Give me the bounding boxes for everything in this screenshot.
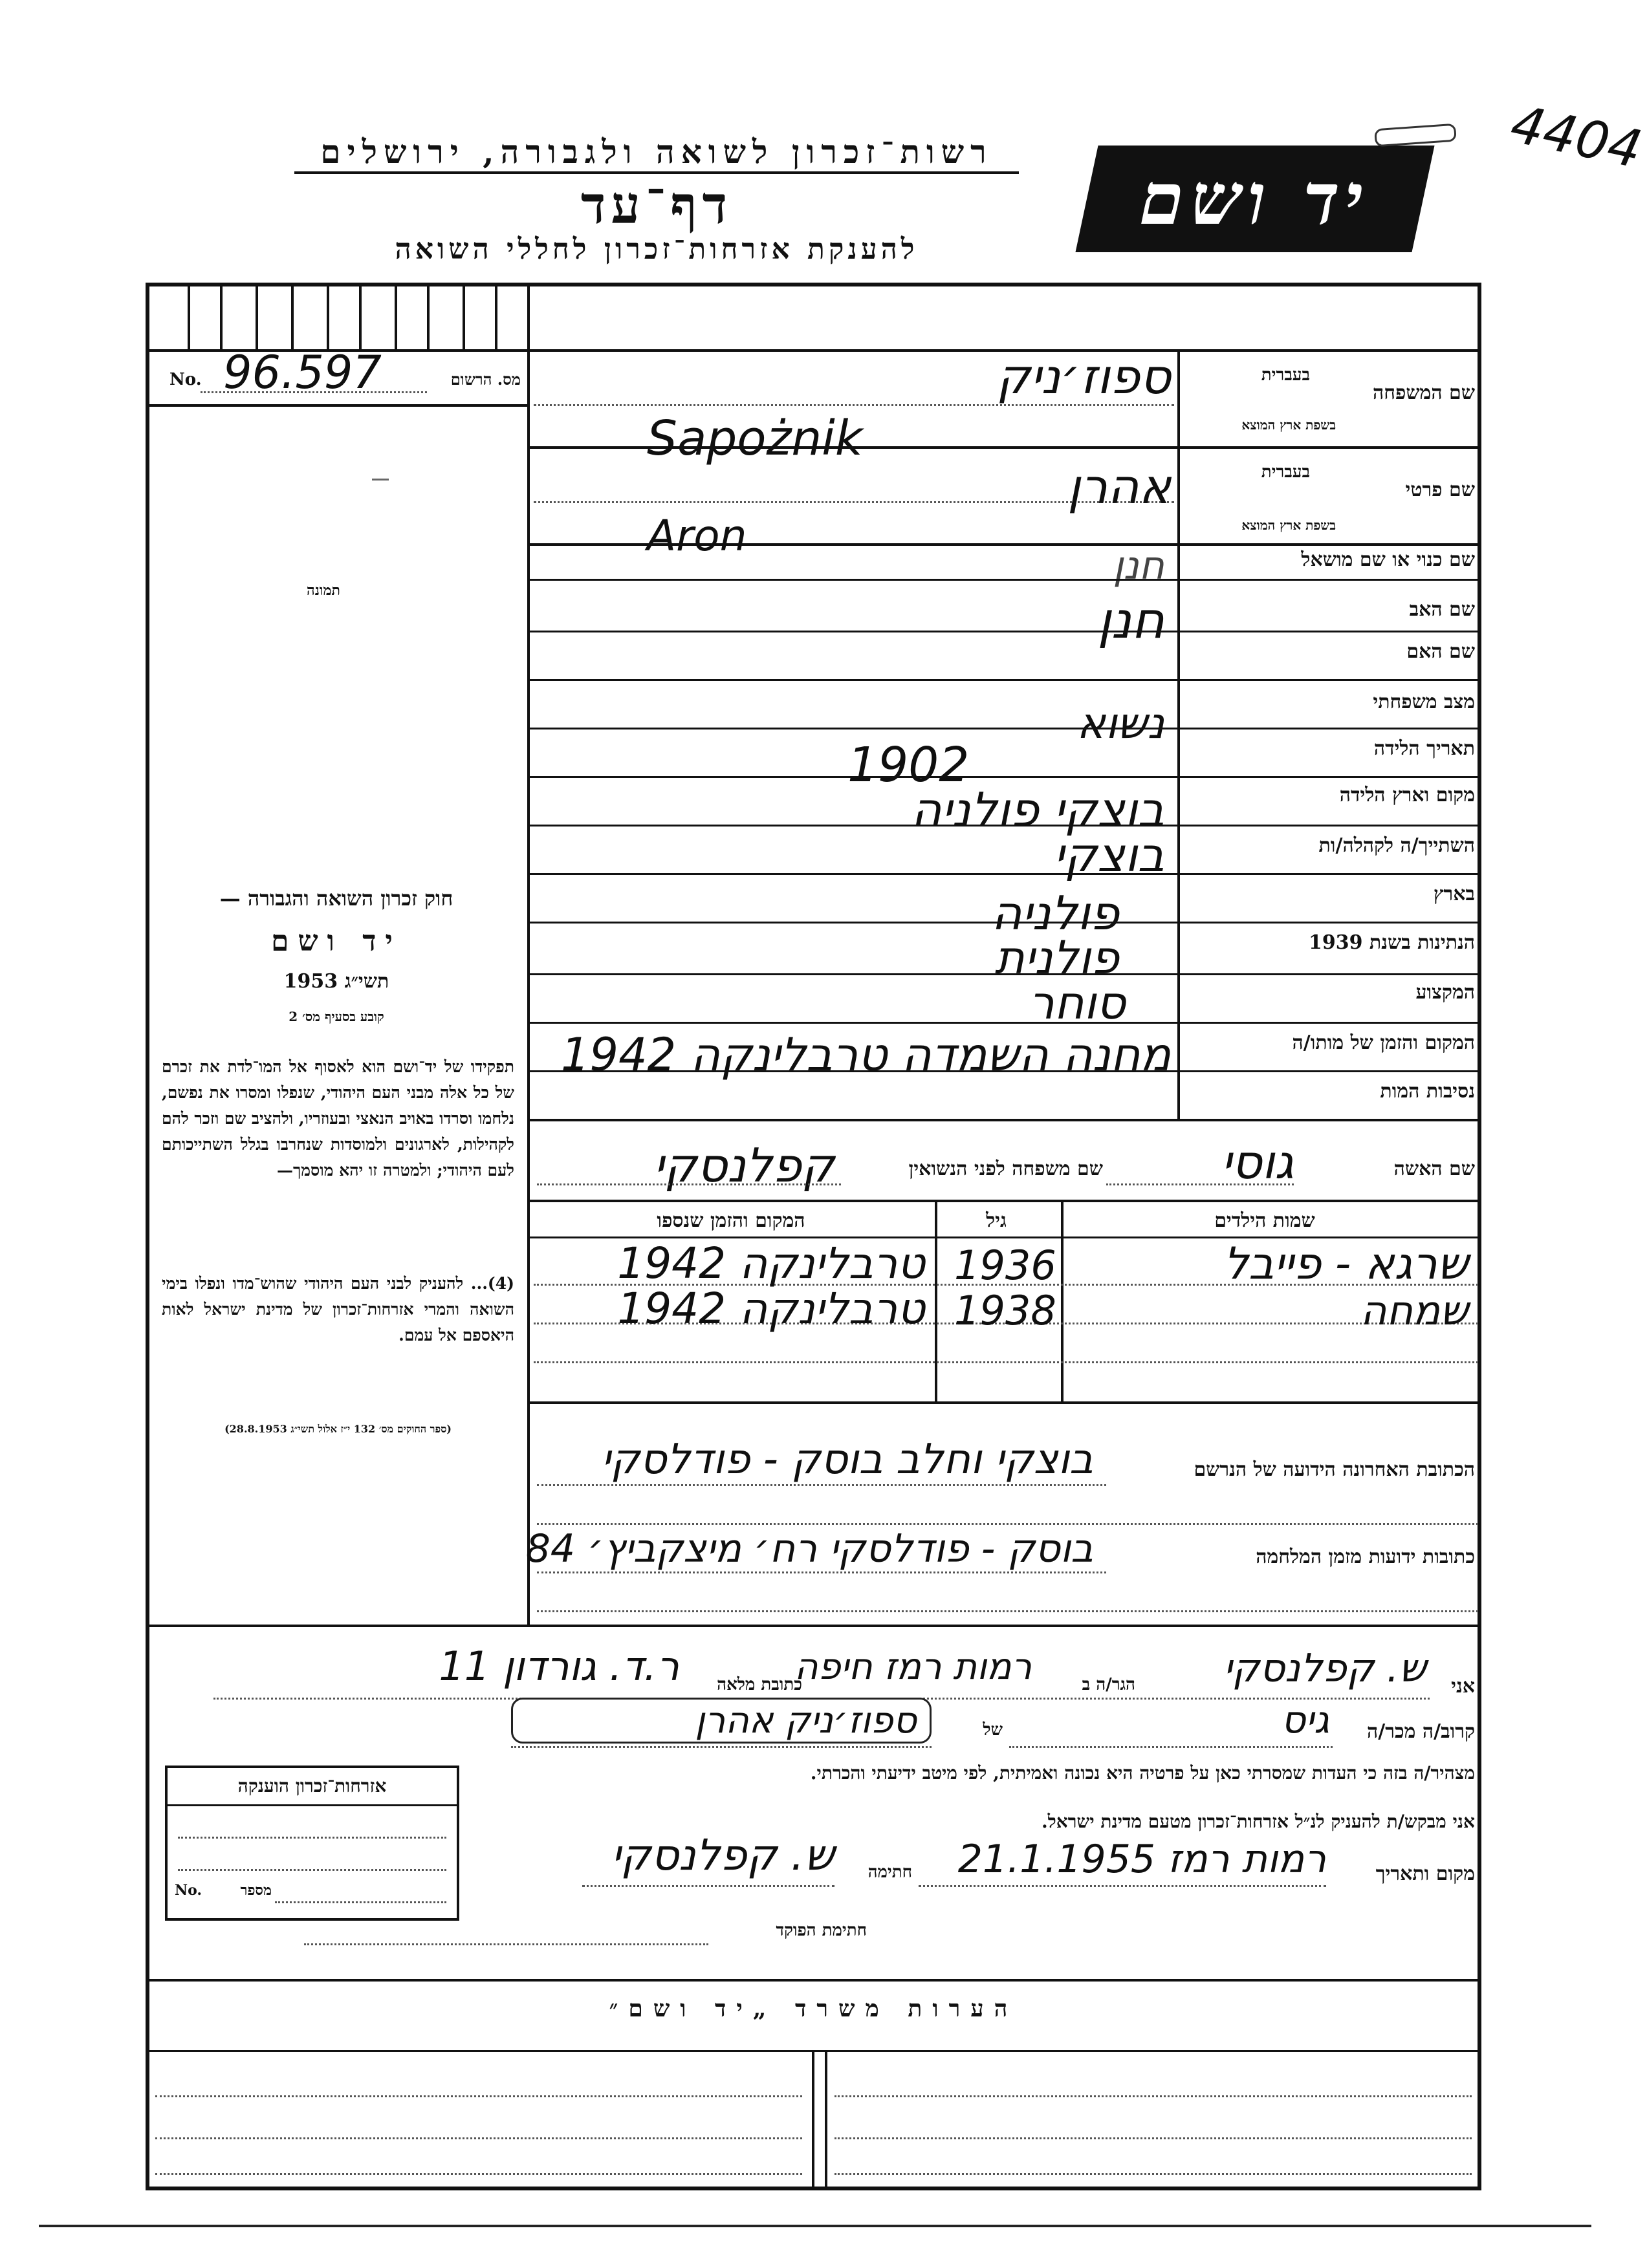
header-rule [294, 171, 1019, 174]
child-age: 1938 [954, 1287, 1056, 1334]
request-text: אני מבקש/ת להעניק לנ״ל אזרחות־זכרון מטעם מדינת ישראל. [1041, 1811, 1475, 1832]
registration-no-prefix: No. [169, 370, 202, 389]
page-subtitle: להענקת אזרחות־זכרון לחללי השואה [395, 233, 919, 266]
first-name-hebrew-value: אהרן [1067, 459, 1171, 515]
notes-line [155, 2173, 802, 2175]
strip-tick [395, 283, 397, 351]
page-edge-line [39, 2225, 1591, 2227]
family-name-label: שם המשפחה [1372, 382, 1475, 404]
place-date-label: מקום ותאריך [1375, 1863, 1475, 1885]
birth-date-label: תאריך הלידה [1373, 737, 1475, 760]
family-name-origin-value: Sapożnik [647, 411, 863, 466]
signature-dotline [582, 1885, 834, 1887]
spouse-name-label: שם האשה [1393, 1158, 1475, 1180]
registration-label: מס. הרשום [450, 370, 521, 389]
address-dotline [537, 1610, 1478, 1612]
last-address-label: הכתובת האחרונה הידועה של הנרשם [1194, 1458, 1475, 1481]
children-col-divider [935, 1201, 937, 1401]
strip-tick [291, 283, 294, 351]
citizenship-value: פולנית [994, 931, 1119, 984]
war-address-label: כתובות ידועות מזמן המלחמה [1256, 1546, 1475, 1568]
notes-line [834, 2173, 1472, 2175]
family-name-hebrew-value: ספוז׳ניק [996, 349, 1171, 405]
declarant-of-value: ספוז׳ניק אהרן [511, 1698, 932, 1744]
last-address-dotline [537, 1484, 1106, 1486]
strip-tick [220, 283, 223, 351]
nickname-value: חנן [1113, 543, 1164, 589]
marital-status-value: נשוא [1076, 698, 1164, 748]
row-rule [527, 1070, 1481, 1072]
declarant-i-label: אני [1451, 1675, 1475, 1698]
row-rule [527, 1022, 1481, 1024]
law-title: חוק זכרון השואה והגבורה — [219, 886, 453, 911]
row-rule [527, 728, 1481, 729]
strip-tick [327, 283, 329, 351]
profession-label: המקצוע [1415, 981, 1475, 1004]
photo-label: תמונה [307, 582, 340, 599]
stamp-box-rule [165, 1804, 459, 1806]
stamp-box-no-prefix: No. [175, 1882, 202, 1899]
spouse-name-value: גוסי [1221, 1135, 1294, 1189]
children-col-divider [1061, 1201, 1063, 1401]
strip-tick [256, 283, 258, 351]
family-name-hebrew-label: בעברית [1261, 365, 1310, 385]
declarant-resident: רמות רמז חיפה [794, 1646, 1032, 1688]
family-name-origin-label: בשפת ארץ המוצא [1241, 417, 1336, 433]
signature-label: חתימה [867, 1863, 912, 1882]
officer-dotline [304, 1943, 708, 1945]
country-label: בארץ [1433, 883, 1475, 905]
row-rule [527, 873, 1481, 875]
yad-vashem-logo: יד ושם [1075, 146, 1434, 252]
profession-value: סוחר [1029, 977, 1126, 1030]
declarant-of-dotline [511, 1746, 932, 1748]
photo-mark [372, 479, 389, 481]
mother-name-label: שם האם [1406, 640, 1475, 663]
law-text-2: (4)... להעניק לבני העם היהודי שהוש־מדו ונפלו בימי השואה והמרי אזרחות־זכרון של מדינת ישראל לאות היאספם אל עמם. [162, 1274, 514, 1345]
death-circumstances-label: נסיבות המות [1380, 1080, 1475, 1103]
spouse-dotline [1106, 1183, 1294, 1185]
father-name-value: חנן [1097, 592, 1164, 650]
marital-status-label: מצב משפחתי [1373, 691, 1475, 713]
registration-number: 96.597 [223, 346, 382, 399]
citizenship-granted-title: אזרחות־זכרון הוענקה [237, 1775, 387, 1797]
first-name-hebrew-label: בעברית [1261, 462, 1310, 482]
stamp-box-dotline [178, 1869, 446, 1871]
strip-tick [495, 283, 497, 351]
place-date-value: רמות רמז 21.1.1955 [957, 1837, 1326, 1882]
row-rule [527, 679, 1481, 681]
children-place-header: המקום והזמן שנספו [657, 1209, 805, 1232]
section-rule [146, 1625, 1481, 1627]
declarant-relation-dotline [1009, 1746, 1333, 1748]
notes-line [834, 2137, 1472, 2139]
maiden-dotline [537, 1183, 841, 1185]
label-column-divider [1177, 349, 1180, 1119]
children-names-header: שמות הילדים [1214, 1209, 1315, 1232]
birth-date-value: 1902 [847, 737, 970, 793]
declarant-address: ר.ד. גורדון 11 [439, 1643, 679, 1690]
office-notes-title: הערות משרד „יד ושם״ [609, 1995, 1018, 2022]
law-name: יד ושם [271, 925, 402, 958]
strip-tick [463, 283, 465, 351]
row-rule [527, 631, 1481, 632]
child-place: טרבלינקה 1942 [617, 1284, 925, 1334]
page-title: דף־עד [580, 175, 733, 235]
strip-tick [427, 283, 430, 351]
row-rule [527, 1401, 1481, 1404]
death-place-time-label: המקום והזמן של מותו/ה [1292, 1031, 1475, 1054]
death-place-time-value: מחנה השמדה טרבלינקה 1942 [561, 1028, 1171, 1081]
address-dotline [537, 1523, 1478, 1525]
community-value: בוצקי [1053, 828, 1164, 882]
declarant-name: ש. קפלנסקי [1223, 1646, 1426, 1691]
declarant-relation: גיס [1281, 1698, 1329, 1742]
last-address-value: בוצקי וחלב בוסק - פודלסקי [601, 1436, 1093, 1484]
officer-signature-label: חתימת הפוקד [776, 1921, 867, 1940]
left-column-divider [527, 283, 530, 1625]
office-notes-divider [812, 2050, 814, 2189]
row-rule [527, 1200, 1481, 1202]
row-rule [527, 776, 1481, 778]
stamp-box-number-dotline [275, 1901, 446, 1903]
law-clause: קובע בסעיף מס׳ 2 [289, 1009, 384, 1024]
nickname-label: שם כנוי או שם מושאל [1301, 548, 1475, 571]
row-rule [527, 922, 1481, 923]
law-year: תשי״ג 1953 [283, 970, 389, 993]
declarant-signature: ש. קפלנסקי [611, 1830, 834, 1880]
section-rule [146, 1979, 1481, 1982]
community-label: השתייך/ה לקהלה/ות [1318, 834, 1475, 857]
child-place: טרבלינקה 1942 [617, 1238, 925, 1288]
war-address-dotline [537, 1571, 1106, 1573]
children-age-header: גיל [986, 1209, 1007, 1232]
corner-number: 4404 [1505, 93, 1647, 180]
child-name: שמחה [1360, 1287, 1468, 1334]
children-row-line [534, 1361, 1478, 1363]
row-rule [527, 579, 1481, 581]
notes-line [155, 2137, 802, 2139]
row-rule [527, 1119, 1481, 1121]
strip-tick [359, 283, 362, 351]
declarant-of-label: של [983, 1720, 1003, 1740]
row-rule [527, 825, 1481, 826]
notes-line [155, 2095, 802, 2097]
place-date-dotline [919, 1885, 1326, 1887]
first-name-label: שם פרטי [1405, 479, 1475, 501]
declarant-resident-label: הגר/ה ב [1082, 1675, 1135, 1694]
stamp-box-dotline [178, 1837, 446, 1839]
row-rule [527, 973, 1481, 975]
child-name: שרגא - פייבל [1223, 1238, 1468, 1290]
law-text: תפקידו של יד־ושם הוא לאסוף אל המו־לדת את זכרם של כל אלה מבני העם היהודי, שנפלו ומסרו את נפשם, נלחמו וסרדו באויב הנאצי ובעוזריו, ולהציב שם וזכר להם לקהילות, לארגונים ולמוסדות שנחרבו בגלל השתייכותם לעם היהודי; ולמטרה זו יהא מוסמך— [161, 1057, 514, 1180]
maiden-name-label: שם משפחה לפני הנשואין [908, 1158, 1103, 1180]
birth-place-label: מקום וארץ הלידה [1339, 784, 1475, 806]
first-name-origin-label: בשפת ארץ המוצא [1241, 517, 1336, 533]
stamp-box-number-label: מספר [240, 1882, 272, 1899]
declarant-address-label: כתובת מלאה [717, 1675, 802, 1694]
law-citation: (ספר החוקים מס׳ 132 י״ז אלול תשי״ג 28.8.1953) [224, 1423, 452, 1435]
father-name-label: שם האב [1409, 598, 1475, 621]
child-age: 1936 [954, 1242, 1056, 1289]
notes-line [834, 2095, 1472, 2097]
row-rule [527, 446, 1481, 449]
first-name-origin-value: Aron [647, 511, 747, 561]
country-value: פולניה [991, 886, 1119, 940]
citizenship-label: הנתינות בשנת 1939 [1308, 931, 1475, 954]
authority-line: רשות־זכרון לשואה ולגבורה, ירושלים [320, 133, 993, 171]
corner-mark [1374, 124, 1457, 147]
strip-tick [188, 283, 190, 351]
maiden-name-value: קפלנסקי [653, 1138, 834, 1193]
declarant-relation-label: קרוב/ה מכר/ה [1367, 1720, 1475, 1743]
registration-rule [146, 404, 529, 407]
birth-place-value: בוצקי פולניה [911, 783, 1164, 837]
office-notes-divider [825, 2050, 827, 2189]
declaration-text: מצהיר/ה בזה כי העדות שמסרתי כאן על פרטיה היא נכונה ואמיתית, לפי מיטב ידיעתי והכרתי. [810, 1762, 1475, 1784]
war-address-value: בוסק - פודלסקי רח׳ מיצקביץ׳ 84 [525, 1526, 1093, 1571]
